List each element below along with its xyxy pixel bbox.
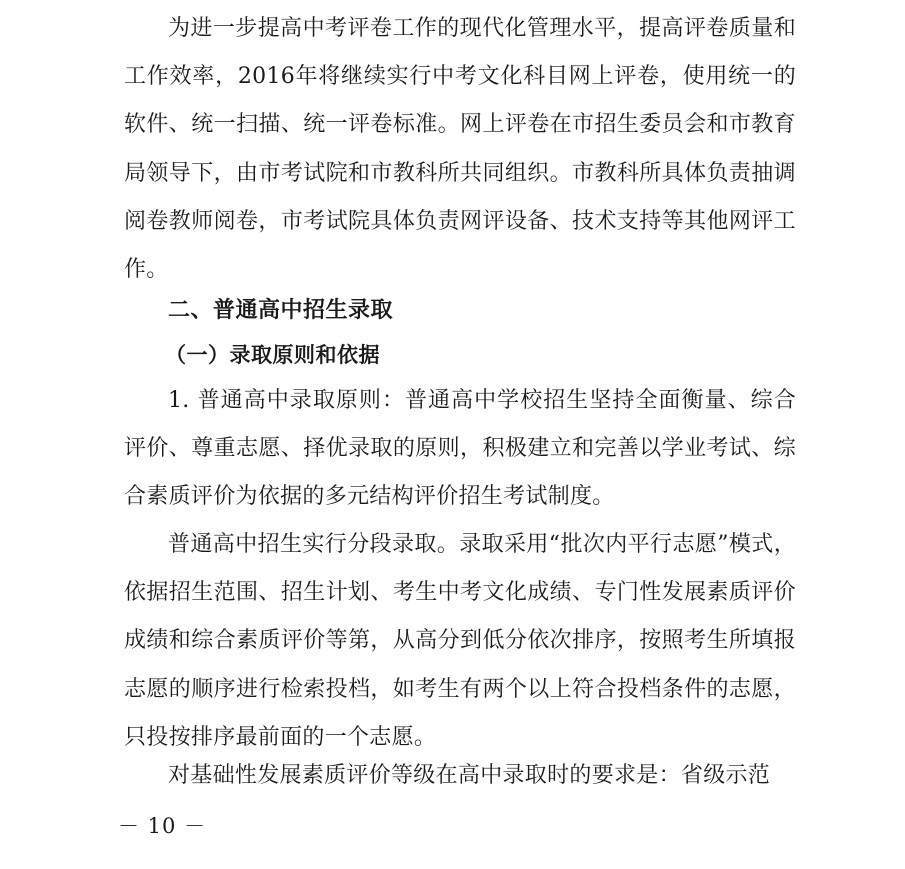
section-heading-admission: 二、普通高中招生录取 [168,298,394,323]
paragraph-staged-admission: 普通高中招生实行分段录取。录取采用“批次内平行志愿”模式，依据招生范围、招生计划、考生中考文化成绩、专门性发展素质评价成绩和综合素质评价等第，从高分到低分依次排序，按照考生所填报志愿的顺序进行检索投档，如考生有两个以上符合投档条件的志愿，只投按排序最前面的一个志愿。 [124,532,796,750]
paragraph-exam-marking: 为进一步提高中考评卷工作的现代化管理水平，提高评卷质量和工作效率，2016年将继续实行中考文化科目网上评卷，使用统一的软件、统一扫描、统一评卷标准。网上评卷在市招生委员会和市教育局领导下，由市考试院和市教科所共同组织。市教科所具体负责抽调阅卷教师阅卷，市考试院具体负责网评设备、技术支持等其他网评工作。 [124,16,796,283]
paragraph-admission-principle: 1. 普通高中录取原则：普通高中学校招生坚持全面衡量、综合评价、尊重志愿、择优录取的原则，积极建立和完善以学业考试、综合素质评价为依据的多元结构评价招生考试制度。 [124,388,796,510]
subsection-heading-principles: （一）录取原则和依据 [165,342,380,367]
paragraph-basic-evaluation: 对基础性发展素质评价等级在高中录取时的要求是：省级示范 [168,763,771,788]
page-number: － 10 － [118,814,207,838]
